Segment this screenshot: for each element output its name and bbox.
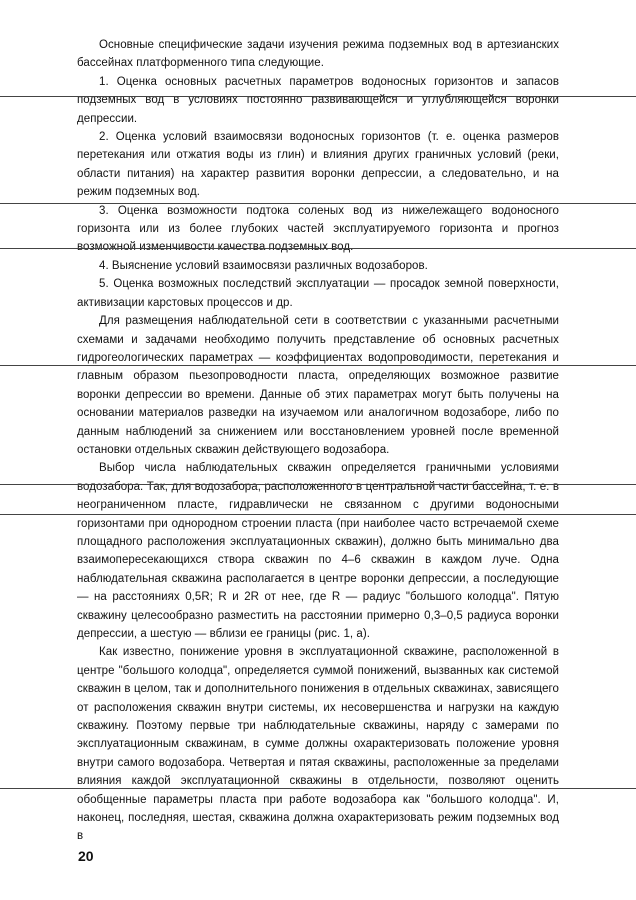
scan-line (0, 788, 636, 789)
task-5-paragraph: 5. Оценка возможных последствий эксплуатации — просадок земной поверхности, активизации карстовых процессов и др. (77, 278, 559, 309)
scan-line (0, 365, 636, 366)
scan-line (0, 514, 636, 515)
task-1-paragraph: 1. Оценка основных расчетных параметров водоносных горизонтов и запасов подземных вод в условиях постоянно развивающейся и углубляющейся воронки депрессии. (77, 75, 559, 125)
scan-line (0, 96, 636, 97)
well-count-paragraph: Выбор числа наблюдательных скважин определяется граничными условиями водозабора. Так, для водозабора, расположенного в центральной части бассейна, т. е. в неограниченном пласте, гидравлически не связанном с другими водоносными горизонтами при однородном строении пласта (при наиболее часто встречаемой схеме площадного расположения эксплуатационных скважин), должно быть минимально два взаимопересекающихся створа скважин по 4–6 скважин в каждом луче. Одна наблюдательная скважина располагается в центре воронки депрессии, а последующие — на расстояниях 0,5R; R и 2R от нее, где R — радиус "большого колодца". Пятую скважину целесообразно разместить на расстоянии примерно 0,3–0,5 радиуса воронки депрессии, а шестую — вблизи ее границы (рис. 1, а). (77, 462, 559, 640)
body-text (77, 36, 559, 846)
scan-line (0, 203, 636, 204)
scan-line (0, 484, 636, 485)
task-2-paragraph: 2. Оценка условий взаимосвязи водоносных горизонтов (т. е. оценка размеров перетекания или отжатия воды из глин) и влияния других граничных условий (реки, области питания) на характер развития воронки депрессии, а следовательно, и на режим подземных вод. (77, 131, 559, 199)
page-number: 20 (78, 848, 94, 864)
task-4-paragraph: 4. Выяснение условий взаимосвязи различных водозаборов. (99, 259, 428, 272)
intro-paragraph: Основные специфические задачи изучения режима подземных вод в артезианских бассейнах платформенного типа следующие. (77, 39, 559, 70)
network-placement-paragraph: Для размещения наблюдательной сети в соответствии с указанными расчетными схемами и задачами необходимо получить представление об основных расчетных гидрогеологических параметрах — коэффициентах водопроводимости, перетекания и главным образом пьезопроводности пласта, определяющих возможное развитие воронки депрессии во времени. Данные об этих параметрах могут быть получены на основании материалов разведки на изучаемом или аналогичном водозаборе, либо по данным наблюдений за снижением или восстановлением уровней после временной остановки отдельных скважин действующего водозабора. (77, 315, 559, 456)
task-3-paragraph: 3. Оценка возможности подтока соленых вод из нижележащего водоносного горизонта или из более глубоких частей эксплуатируемого горизонта и прогноз возможной изменчивости качества подземных вод. (77, 204, 559, 254)
scan-line (0, 248, 636, 249)
drawdown-paragraph: Как известно, понижение уровня в эксплуатационной скважине, расположенной в центре "большого колодца", определяется суммой понижений, вызванных как системой скважин в целом, так и дополнительного понижения в отдельных скважинах, зависящего от расположения скважин внутри системы, их несовершенства и нагрузки на каждую скважину. Поэтому первые три наблюдательные скважины, наряду с замерами по эксплуатационным скважинам, в сумме должны охарактеризовать положение уровня внутри самого водозабора. Четвертая и пятая скважины, расположенные за пределами влияния каждой эксплуатационной скважины в отдельности, позволяют оценить обобщенные параметры пласта при работе водозабора как "большого колодца". И, наконец, последняя, шестая, скважина должна охарактеризовать режим подземных вод в (77, 646, 559, 843)
